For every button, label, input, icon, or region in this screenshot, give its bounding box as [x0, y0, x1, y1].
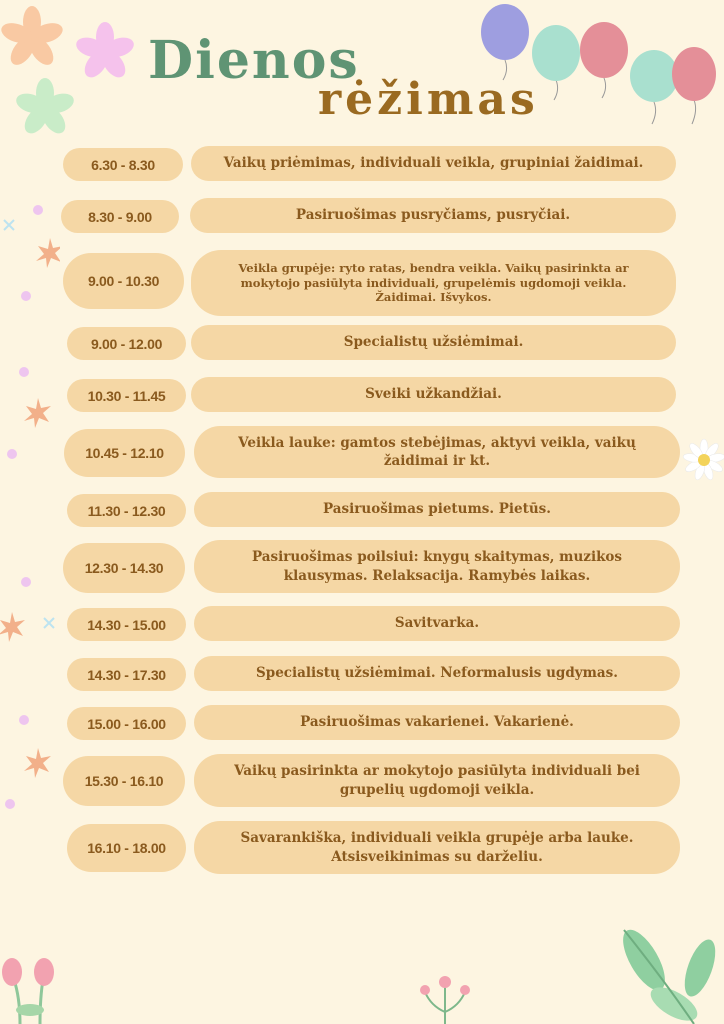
activity-description: Veikla grupėje: ryto ratas, bendra veikla. Vaikų pasirinkta ar mokytojo pasiūlyta individuali, grupelėmis ugdomoji veikla. Žaidimai. Išvykos. [191, 250, 676, 316]
activity-description: Pasiruošimas vakarienei. Vakarienė. [194, 705, 680, 740]
activity-description: Specialistų užsiėmimai. Neformalusis ugdymas. [194, 656, 680, 691]
page-title-line2: rėžimas [318, 74, 539, 125]
time-slot: 9.00 - 12.00 [67, 327, 186, 360]
activity-description: Savitvarka. [194, 606, 680, 641]
time-slot: 14.30 - 15.00 [67, 608, 186, 641]
activity-description: Savarankiška, individuali veikla grupėje arba lauke. Atsisveikinimas su darželiu. [194, 821, 680, 874]
time-slot: 14.30 - 17.30 [67, 658, 186, 691]
time-slot: 10.45 - 12.10 [64, 429, 185, 477]
balloon-mint-icon [532, 25, 580, 81]
activity-description: Veikla lauke: gamtos stebėjimas, aktyvi veikla, vaikų žaidimai ir kt. [194, 426, 680, 478]
time-slot: 15.00 - 16.00 [67, 707, 186, 740]
flower-decoration-top-left [0, 0, 140, 150]
time-slot: 16.10 - 18.00 [67, 824, 186, 872]
page-title-line1: Dienos [148, 30, 360, 91]
activity-description: Sveiki užkandžiai. [191, 377, 676, 412]
time-slot: 15.30 - 16.10 [63, 756, 185, 806]
balloon-mint-icon [630, 50, 678, 102]
balloon-purple-icon [481, 4, 529, 60]
flower-sprig-decoration-bottom-center [410, 972, 480, 1024]
leaves-decoration-bottom-right [604, 920, 724, 1024]
balloon-pink-icon [672, 47, 716, 101]
balloon-pink-icon [580, 22, 628, 78]
time-slot: 9.00 - 10.30 [63, 253, 184, 309]
time-slot: 11.30 - 12.30 [67, 494, 186, 527]
activity-description: Specialistų užsiėmimai. [191, 325, 676, 360]
activity-description: Pasiruošimas pusryčiams, pusryčiai. [190, 198, 676, 233]
time-slot: 10.30 - 11.45 [67, 379, 186, 412]
time-slot: 12.30 - 14.30 [63, 543, 185, 593]
time-slot: 6.30 - 8.30 [63, 148, 183, 181]
tulips-decoration-bottom-left [0, 950, 70, 1024]
time-slot: 8.30 - 9.00 [61, 200, 179, 233]
activity-description: Vaikų pasirinkta ar mokytojo pasiūlyta individuali bei grupelių ugdomoji veikla. [194, 754, 680, 807]
activity-description: Vaikų priėmimas, individuali veikla, grupiniai žaidimai. [191, 146, 676, 181]
activity-description: Pasiruošimas poilsiui: knygų skaitymas, muzikos klausymas. Relaksacija. Ramybės laikas. [194, 540, 680, 593]
activity-description: Pasiruošimas pietums. Pietūs. [194, 492, 680, 527]
daisy-icon [682, 438, 724, 482]
sprinkle-decoration-left [0, 200, 60, 820]
